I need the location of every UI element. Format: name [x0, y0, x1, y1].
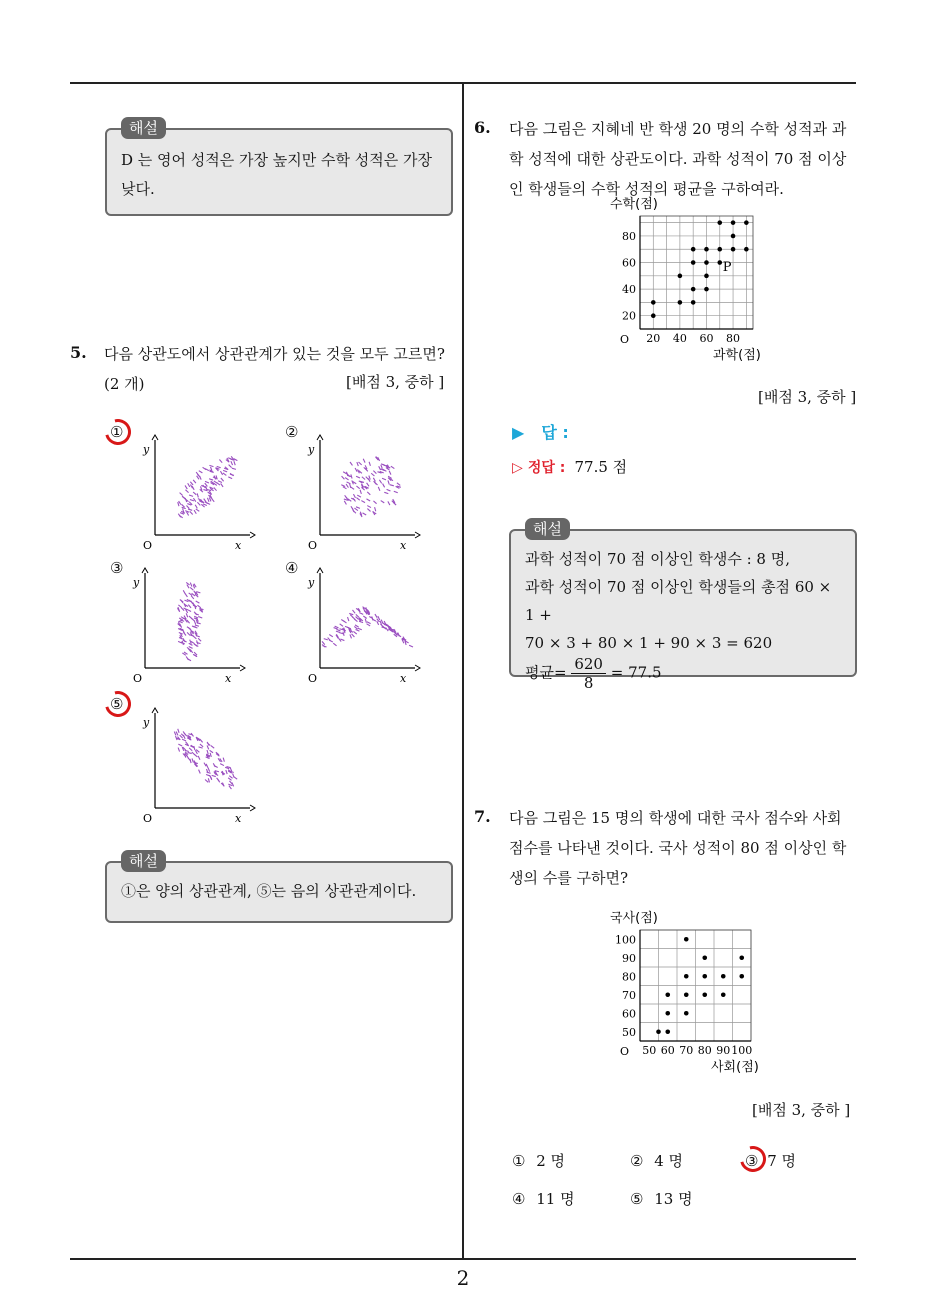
y-tick-label: 60: [622, 256, 636, 270]
q6-score: [배점 3, 중하 ]: [758, 388, 857, 406]
data-point: [665, 992, 670, 997]
scatter-dot: [228, 777, 231, 780]
data-point: [721, 992, 726, 997]
scatter-dot: [367, 492, 370, 495]
scatter-dot: [193, 492, 196, 495]
option-label: 2 명: [536, 1152, 566, 1170]
x-arrow: [250, 532, 255, 538]
q7-score: [배점 3, 중하 ]: [752, 1101, 851, 1119]
x-tick-label: 100: [731, 1044, 753, 1057]
scatter-dot: [362, 459, 366, 463]
data-point: [744, 247, 749, 252]
scatter-dot: [184, 593, 188, 597]
scatter-dot: [382, 484, 386, 488]
q5-option-5-marker[interactable]: ⑤: [110, 695, 124, 713]
data-point: [717, 247, 722, 252]
scatter-dot: [373, 501, 376, 504]
scatter-dot: [373, 478, 377, 482]
option-label: 11 명: [536, 1190, 575, 1208]
q7-option-2[interactable]: [630, 1150, 683, 1171]
scatter-dot: [361, 500, 365, 504]
explanation-line-3: 70 × 3 + 80 × 1 + 90 × 3 = 620: [525, 634, 773, 652]
scatter-dot: [232, 467, 236, 471]
scatter-dot: [228, 786, 231, 789]
scatter-dot: [344, 501, 348, 505]
data-point: [678, 300, 683, 305]
scatter-dot: [373, 471, 376, 474]
scatter-dot: [371, 473, 374, 476]
scatter-dot: [191, 641, 195, 645]
scatter-dot: [190, 587, 193, 590]
x-tick-label: 50: [642, 1044, 657, 1057]
scatter-dot: [178, 605, 181, 608]
scatter-dot: [363, 512, 367, 516]
data-point: [704, 247, 709, 252]
scatter-dot: [357, 494, 361, 498]
x-axis-label: x: [235, 812, 242, 825]
scatter-dot: [192, 752, 195, 755]
x-tick-label: 40: [672, 332, 687, 345]
explanation-text: ①은 양의 상관관계, ⑤는 음의 상관관계이다.: [121, 882, 417, 900]
scatter-dot: [381, 500, 385, 504]
data-point: [731, 220, 736, 225]
scatter-dot: [324, 637, 328, 641]
x-axis-label: x: [235, 539, 242, 552]
q5-score: [배점 3, 중하 ]: [346, 373, 445, 391]
scatter-dot: [188, 605, 191, 608]
scatter-dot: [187, 609, 191, 613]
scatter-dot: [394, 490, 398, 494]
data-point: [665, 1029, 670, 1034]
selected-ring-3: [735, 1141, 771, 1177]
origin-label: O: [143, 812, 153, 825]
scatter-dot: [356, 475, 360, 479]
x-axis-title: 과학(점): [713, 348, 761, 363]
y-tick-label: 50: [622, 1025, 636, 1039]
scatter-dot: [322, 641, 325, 644]
data-point: [691, 287, 696, 292]
scatter-dot: [340, 623, 343, 626]
y-arrow: [317, 435, 323, 440]
origin-label: O: [308, 672, 318, 685]
scatter-dot: [214, 487, 217, 490]
scatter-dot: [190, 511, 193, 514]
q6-text: 다음 그림은 지혜네 반 학생 20 명의 수학 성적과 과학 성적에 대한 상관도이다. 과학 성적이 70 점 이상인 학생들의 수학 성적의 평균을 구하여라.: [509, 120, 847, 198]
scatter-dot: [204, 483, 207, 486]
option-label: 13 명: [654, 1190, 693, 1208]
scatter-dot: [377, 470, 381, 474]
scatter-dot: [391, 466, 395, 470]
scatter-dot: [333, 643, 336, 646]
x-axis-label: x: [225, 672, 232, 685]
q5-explanation-box: [105, 852, 453, 923]
scatter-dot: [180, 735, 183, 738]
scatter-dot: [350, 462, 353, 465]
option-marker: ②: [630, 1152, 644, 1170]
scatter-dot: [187, 632, 190, 635]
scatter-dot: [184, 485, 188, 489]
x-tick-label: 60: [699, 332, 714, 345]
q7-option-4[interactable]: [512, 1188, 575, 1209]
scatter-dot: [185, 490, 188, 493]
scatter-dot: [362, 476, 365, 479]
q5-option-3-marker[interactable]: ③: [110, 559, 124, 577]
scatter-dot: [185, 613, 189, 617]
y-tick-label: 20: [622, 309, 636, 323]
scatter-dot: [228, 476, 232, 480]
scatter-dot: [196, 600, 200, 604]
data-point: [744, 220, 749, 225]
q4-explanation-box: [105, 119, 453, 216]
x-tick-label: 60: [660, 1044, 675, 1057]
scatter-dot: [354, 508, 357, 511]
explanation-tag: 해설: [525, 518, 570, 540]
x-axis-label: x: [400, 539, 407, 552]
y-arrow: [152, 435, 158, 440]
scatter-dot: [363, 615, 366, 618]
scatter-dot: [344, 495, 347, 498]
scatter-dot: [384, 491, 388, 495]
scatter-dot: [220, 471, 224, 475]
scatter-dot: [177, 748, 181, 752]
y-arrow: [142, 568, 148, 573]
scatter-dot: [229, 781, 232, 784]
data-point: [717, 220, 722, 225]
data-point: [702, 992, 707, 997]
data-point: [651, 313, 656, 318]
scatter-dot: [352, 610, 355, 613]
data-point: [691, 260, 696, 265]
data-point: [651, 300, 656, 305]
average-result: = 77.5: [610, 663, 662, 682]
origin-label: O: [620, 1045, 630, 1058]
scatter-dot: [216, 778, 219, 781]
scatter-dot: [351, 486, 354, 489]
y-axis-label: y: [143, 443, 150, 456]
data-point: [731, 234, 736, 239]
q5-option-1-marker[interactable]: ①: [110, 423, 124, 441]
scatter-dot: [187, 483, 191, 487]
scatter-dot: [387, 480, 391, 484]
origin-label: O: [308, 539, 318, 552]
q6-explanation-box: [509, 520, 857, 692]
scatter-dot: [351, 634, 354, 637]
q7-text: 다음 그림은 15 명의 학생에 대한 국사 점수와 사회 점수를 나타낸 것이다. 국사 성적이 80 점 이상인 학생의 수를 구하면?: [509, 809, 847, 887]
q5-option-4-marker[interactable]: ④: [285, 559, 299, 577]
y-tick-label: 80: [622, 229, 636, 243]
scatter-dot: [209, 776, 213, 780]
scatter-dot: [190, 482, 193, 485]
scatter-dot: [206, 745, 210, 749]
data-point: [731, 247, 736, 252]
scatter-dot: [189, 494, 193, 498]
scatter-dot: [356, 497, 359, 500]
explanation-line-1: 과학 성적이 70 점 이상인 학생수 : 8 명,: [525, 550, 790, 568]
scatter-dot: [379, 480, 383, 484]
scatter-dot: [196, 508, 199, 511]
scatter-dot: [359, 462, 362, 465]
data-point: [684, 1011, 689, 1016]
scatter-dot: [366, 483, 369, 486]
y-tick-label: 40: [622, 283, 636, 297]
scatter-dot: [194, 505, 198, 509]
scatter-dot: [374, 614, 378, 618]
option-marker: ①: [512, 1152, 526, 1170]
data-point: [684, 937, 689, 942]
x-arrow: [240, 665, 245, 671]
scatter-dot: [197, 770, 201, 774]
scatter-dot: [367, 505, 371, 509]
data-point: [702, 955, 707, 960]
x-tick-label: 80: [697, 1044, 712, 1057]
x-axis-label: x: [400, 672, 407, 685]
x-arrow: [250, 805, 255, 811]
scatter-dot: [197, 605, 200, 608]
scatter-dot: [368, 462, 372, 466]
data-point: [691, 300, 696, 305]
scatter-dot: [210, 750, 213, 753]
outline-arrow-icon: ▷: [512, 460, 523, 476]
option-label: 4 명: [654, 1152, 684, 1170]
scatter-dot: [222, 758, 226, 762]
x-tick-label: 20: [646, 332, 661, 345]
scatter-dot: [345, 477, 348, 480]
scatter-dot: [353, 498, 356, 501]
data-point: [678, 274, 683, 279]
scatter-dot: [192, 593, 195, 596]
answer-label: 답 :: [541, 423, 569, 442]
x-arrow: [415, 532, 420, 538]
data-point: [684, 992, 689, 997]
q5-text: 다음 상관도에서 상관관계가 있는 것을 모두 고르면?: [104, 345, 445, 363]
q7-option-5[interactable]: [630, 1188, 693, 1209]
scatter-dot: [212, 763, 216, 767]
y-axis-title: 수학(점): [610, 197, 658, 212]
q5-option-panels: [100, 415, 460, 835]
correct-label: 정답 :: [527, 460, 566, 476]
q5-number: 5.: [70, 343, 87, 362]
fraction-denominator: 8: [583, 674, 594, 692]
fraction-numerator: 620: [571, 655, 606, 674]
scatter-dot: [223, 472, 226, 475]
scatter-dot: [329, 634, 333, 638]
scatter-dot: [229, 775, 232, 778]
x-tick-label: 70: [679, 1044, 694, 1057]
option-marker: ④: [512, 1190, 526, 1208]
y-axis-label: y: [308, 576, 315, 589]
y-axis-label: y: [143, 716, 150, 729]
scatter-dot: [367, 508, 370, 511]
scatter-dot: [346, 617, 350, 621]
average-prefix: 평균=: [525, 663, 567, 682]
data-point: [702, 974, 707, 979]
scatter-dot: [180, 493, 183, 496]
scatter-dot: [373, 507, 377, 511]
scatter-dot: [233, 461, 237, 465]
scatter-dot: [182, 738, 186, 742]
y-tick-label: 90: [622, 951, 636, 965]
scatter-dot: [409, 644, 413, 648]
data-point: [739, 974, 744, 979]
scatter-dot: [205, 779, 208, 782]
y-axis-label: y: [133, 576, 140, 589]
scatter-dot: [200, 739, 203, 742]
origin-label: O: [133, 672, 143, 685]
scatter-dot: [224, 770, 228, 774]
plot-frame: [640, 216, 753, 329]
y-tick-label: 80: [622, 970, 636, 984]
scatter-dot: [211, 745, 214, 748]
data-point: [704, 274, 709, 279]
scatter-dot: [387, 501, 391, 505]
option-marker: ⑤: [630, 1190, 644, 1208]
q5-count: (2 개): [104, 375, 145, 393]
y-axis-title: 국사(점): [610, 911, 658, 926]
data-point: [704, 287, 709, 292]
scatter-dot: [234, 458, 238, 462]
scatter-dot: [377, 487, 381, 491]
scatter-dot: [390, 483, 394, 487]
scatter-dot: [183, 731, 186, 734]
scatter-dot: [397, 482, 400, 485]
scatter-dot: [206, 773, 210, 777]
y-tick-label: 60: [622, 1007, 636, 1021]
q5-option-2-marker[interactable]: ②: [285, 423, 299, 441]
scatter-dot: [211, 498, 214, 501]
y-arrow: [317, 568, 323, 573]
y-tick-label: 100: [615, 933, 636, 947]
y-tick-label: 70: [622, 988, 636, 1002]
option-marker: ③: [745, 1152, 759, 1170]
scatter-dot: [387, 488, 391, 492]
scatter-dot: [198, 615, 202, 619]
explanation-tag: 해설: [121, 850, 166, 872]
average-formula: [525, 655, 841, 692]
scatter-dot: [343, 620, 347, 624]
data-point: [739, 955, 744, 960]
x-tick-label: 80: [726, 332, 741, 345]
x-tick-label: 90: [716, 1044, 731, 1057]
scatter-dot: [186, 505, 189, 508]
scatter-dot: [353, 631, 356, 634]
scatter-dot: [388, 471, 392, 475]
scatter-dot: [219, 459, 222, 462]
option-label: 7 명: [767, 1152, 797, 1170]
scatter-dot: [191, 596, 194, 599]
scatter-dot: [220, 483, 224, 487]
q7-option-1[interactable]: [512, 1150, 565, 1171]
data-point: [665, 1011, 670, 1016]
scatter-dot: [193, 480, 196, 483]
scatter-dot: [221, 478, 224, 481]
data-point: [721, 974, 726, 979]
play-arrow-icon: ▶: [512, 423, 525, 442]
explanation-tag: 해설: [121, 117, 166, 139]
explanation-line-2: 과학 성적이 70 점 이상인 학생들의 총점 60 × 1 +: [525, 578, 832, 624]
scatter-dot: [359, 490, 363, 494]
scatter-dot: [200, 744, 203, 747]
scatter-dot: [382, 477, 386, 481]
q5-scatter-panels: [100, 415, 460, 835]
origin-label: O: [620, 333, 630, 346]
explanation-text: D 는 영어 성적은 가장 높지만 수학 성적은 가장 낮다.: [121, 151, 432, 198]
y-arrow: [152, 708, 158, 713]
data-point: [717, 260, 722, 265]
q7-number: 7.: [474, 807, 491, 826]
scatter-dot: [218, 480, 222, 484]
bottom-rule: [70, 1258, 856, 1260]
data-point: [684, 974, 689, 979]
scatter-dot: [341, 476, 344, 479]
scatter-dot: [196, 493, 200, 497]
answer-row: [512, 420, 569, 443]
data-point: [691, 247, 696, 252]
scatter-dot: [366, 498, 370, 502]
scatter-dot: [193, 510, 197, 514]
scatter-dot: [212, 774, 216, 778]
scatter-dot: [178, 743, 182, 747]
scatter-dot: [345, 484, 349, 488]
scatter-dot: [206, 750, 210, 754]
scatter-dot: [209, 464, 213, 468]
scatter-dot: [354, 619, 357, 622]
q7-scatter-chart: [600, 908, 775, 1078]
scatter-dot: [197, 502, 200, 505]
scatter-dot: [356, 486, 359, 489]
data-point: [704, 260, 709, 265]
correct-value: 77.5 점: [574, 458, 628, 476]
correct-answer-row: [512, 456, 627, 477]
scatter-dot: [189, 748, 192, 751]
x-axis-title: 사회(점): [711, 1060, 759, 1075]
average-fraction: [571, 655, 606, 692]
data-point: [656, 1029, 661, 1034]
scatter-dot: [229, 465, 232, 468]
column-divider: [462, 84, 464, 1258]
x-arrow: [415, 665, 420, 671]
scatter-dot: [199, 470, 203, 474]
scatter-dot: [223, 469, 227, 473]
origin-label: O: [143, 539, 153, 552]
q6-number: 6.: [474, 118, 491, 137]
y-axis-label: y: [308, 443, 315, 456]
q6-scatter-chart: [600, 196, 770, 366]
scatter-dot: [220, 763, 224, 767]
scatter-dot: [353, 494, 357, 498]
point-annotation: P: [722, 260, 732, 276]
scatter-dot: [230, 461, 234, 465]
page-number: 2: [456, 1266, 470, 1290]
scatter-dot: [198, 638, 201, 641]
